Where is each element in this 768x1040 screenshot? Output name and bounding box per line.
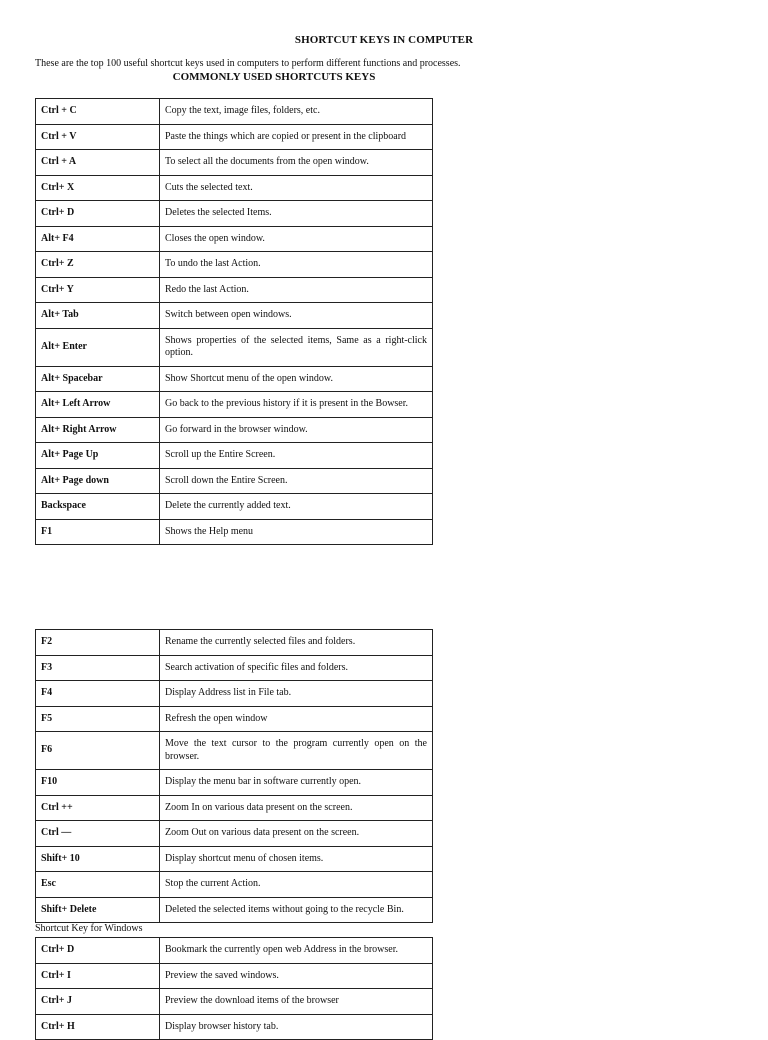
shortcut-description: Stop the current Action. [160,872,433,898]
shortcut-key: Ctrl+ X [36,175,160,201]
shortcut-key: Alt+ Right Arrow [36,417,160,443]
table-row [36,1014,433,1040]
table-row [36,366,433,392]
table-row [36,963,433,989]
shortcut-key: Alt+ Enter [36,328,160,366]
table-row [36,681,433,707]
shortcut-description: Preview the download items of the browser [160,989,433,1015]
shortcut-key: Alt+ Tab [36,303,160,329]
table-row [36,494,433,520]
shortcut-key: Ctrl+ D [36,938,160,964]
shortcut-description: Bookmark the currently open web Address in the browser. [160,938,433,964]
windows-section-label: Shortcut Key for Windows [35,923,143,934]
shortcut-key: Ctrl+ J [36,989,160,1015]
shortcut-description: Cuts the selected text. [160,175,433,201]
table-row [36,417,433,443]
shortcut-description: Paste the things which are copied or present in the clipboard [160,124,433,150]
shortcut-description: Search activation of specific files and folders. [160,655,433,681]
shortcut-description: Deletes the selected Items. [160,201,433,227]
table-row [36,989,433,1015]
shortcut-description: Move the text cursor to the program currently open on the browser. [160,732,433,770]
shortcut-description: Scroll down the Entire Screen. [160,468,433,494]
shortcut-description: Delete the currently added text. [160,494,433,520]
table-row [36,897,433,923]
document-title: SHORTCUT KEYS IN COMPUTER [294,34,474,46]
table-row [36,150,433,176]
table-row [36,655,433,681]
table-row [36,770,433,796]
shortcut-key: Backspace [36,494,160,520]
shortcut-key: F6 [36,732,160,770]
intro-text: These are the top 100 useful shortcut keys used in computers to perform different functions and processes. [35,58,461,69]
shortcut-key: Alt+ Spacebar [36,366,160,392]
table-row [36,795,433,821]
shortcut-key: Ctrl+ Z [36,252,160,278]
table-row [36,821,433,847]
shortcut-key: F10 [36,770,160,796]
table-row [36,872,433,898]
shortcut-key: Shift+ 10 [36,846,160,872]
shortcut-description: Copy the text, image files, folders, etc. [160,99,433,125]
shortcut-key: Ctrl + C [36,99,160,125]
shortcut-description: To select all the documents from the open window. [160,150,433,176]
shortcut-key: Ctrl+ H [36,1014,160,1040]
table-row [36,99,433,125]
table-row [36,252,433,278]
table-row [36,732,433,770]
shortcut-description: Closes the open window. [160,226,433,252]
shortcut-description: Refresh the open window [160,706,433,732]
shortcut-key: F3 [36,655,160,681]
shortcut-key: Ctrl+ Y [36,277,160,303]
shortcut-description: Zoom In on various data present on the screen. [160,795,433,821]
shortcut-key: Ctrl + A [36,150,160,176]
section-subtitle: COMMONLY USED SHORTCUTS KEYS [172,71,376,83]
shortcut-description: Show Shortcut menu of the open window. [160,366,433,392]
shortcut-key: Ctrl+ I [36,963,160,989]
shortcut-key: Alt+ Page down [36,468,160,494]
shortcut-description: Shows the Help menu [160,519,433,545]
shortcut-description: Zoom Out on various data present on the screen. [160,821,433,847]
shortcut-description: Preview the saved windows. [160,963,433,989]
shortcut-key: F4 [36,681,160,707]
shortcut-key: F1 [36,519,160,545]
table-row [36,443,433,469]
table-row [36,175,433,201]
shortcut-key: Ctrl ++ [36,795,160,821]
table-row [36,226,433,252]
table-row [36,519,433,545]
shortcut-key: Esc [36,872,160,898]
shortcut-description: Go back to the previous history if it is present in the Bowser. [160,392,433,418]
shortcut-key: Alt+ F4 [36,226,160,252]
table-row [36,303,433,329]
shortcut-table-function-keys [35,629,433,923]
table-row [36,201,433,227]
shortcut-key: Alt+ Left Arrow [36,392,160,418]
table-row [36,277,433,303]
shortcut-description: Scroll up the Entire Screen. [160,443,433,469]
shortcut-description: Display the menu bar in software currently open. [160,770,433,796]
shortcut-key: Alt+ Page Up [36,443,160,469]
table-row [36,124,433,150]
shortcut-description: Switch between open windows. [160,303,433,329]
table-row [36,468,433,494]
table-row [36,938,433,964]
table-row [36,706,433,732]
table-row [36,630,433,656]
shortcut-description: Display Address list in File tab. [160,681,433,707]
shortcut-key: F5 [36,706,160,732]
shortcut-key: F2 [36,630,160,656]
table-row [36,392,433,418]
shortcut-description: Display shortcut menu of chosen items. [160,846,433,872]
shortcut-description: Shows properties of the selected items, Same as a right-click option. [160,328,433,366]
shortcut-table-windows [35,937,433,1040]
shortcut-description: To undo the last Action. [160,252,433,278]
shortcut-description: Redo the last Action. [160,277,433,303]
shortcut-key: Shift+ Delete [36,897,160,923]
table-row [36,846,433,872]
table-row [36,328,433,366]
shortcut-key: Ctrl + V [36,124,160,150]
shortcut-description: Display browser history tab. [160,1014,433,1040]
shortcut-key: Ctrl — [36,821,160,847]
shortcut-description: Deleted the selected items without going to the recycle Bin. [160,897,433,923]
shortcut-table-common [35,98,433,545]
shortcut-description: Rename the currently selected files and folders. [160,630,433,656]
shortcut-key: Ctrl+ D [36,201,160,227]
shortcut-description: Go forward in the browser window. [160,417,433,443]
